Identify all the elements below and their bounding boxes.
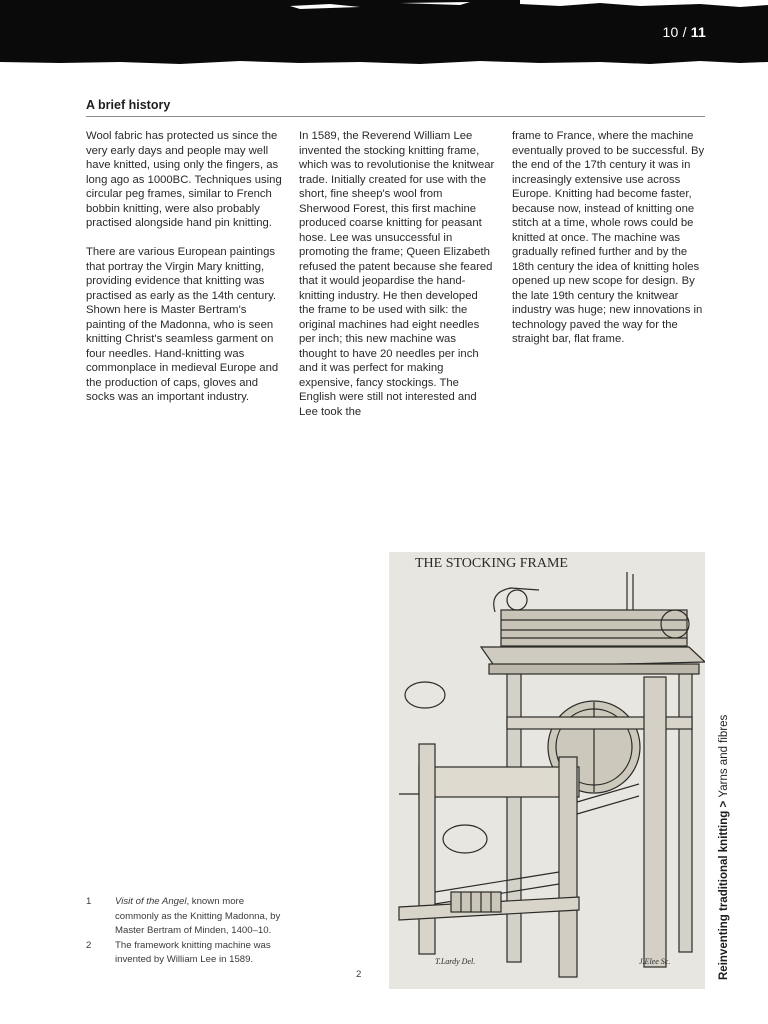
caption-1 (86, 895, 286, 939)
caption-text (115, 939, 286, 968)
section-label-regular: Yarns and fibres (718, 714, 730, 798)
paragraph: Wool fabric has protected us since the very early days and people may well have knitted, using only the fingers, as long ago as 1000BC. Techniques using circular peg frames, similar to French bobbin knitting, were also probably practised alongside hand pin knitting. (86, 130, 282, 229)
paragraph: There are various European paintings that portray the Virgin Mary knitting, providing evidence that knitting was practised as early as the 14th century. Shown here is Master Bertram's painting of the Madonna, who is seen knitting Christ's seamless garment on four needles. Hand-knitting was commonplace in medieval Europe and the production of caps, gloves and socks was an important industry. (86, 246, 279, 403)
page-number (663, 24, 706, 40)
caption-2 (86, 939, 286, 968)
caption-text (115, 895, 286, 939)
engraving-signature-right: J.Elee Sc. (639, 957, 671, 966)
engraving-illustration (389, 552, 705, 989)
paragraph: In 1589, the Reverend William Lee invented the stocking knitting frame, which was to revolutionise the knitwear trade. Initially created for use with the short, fine sheep's wool from Sherwood Forest, this first machine produced coarse knitting for peasant hose. Lee was unsuccessful in promoting the frame; Queen Elizabeth refused the patent because she feared that it would jeopardise the hand-knitting industry. He then developed the frame to be used with silk: the original machines had eight needles per inch; this new machine was thought to have 20 needles per inch and it was perfect for making expensive, fancy stockings. The English were still not interested and Lee took the (299, 130, 495, 418)
header-band (0, 0, 768, 70)
body-column-3 (512, 129, 708, 361)
body-column-1 (86, 129, 282, 419)
caption-number: 1 (86, 896, 92, 907)
caption-body: , known more commonly as the Knitting Madonna, by Master Bertram of Minden, 1400–10. (115, 896, 281, 936)
body-column-2 (299, 129, 495, 434)
figure-captions (86, 895, 286, 968)
paragraph: frame to France, where the machine eventually proved to be successful. By the end of the 17th century it was in increasingly extensive use across Europe. Knitting had become faster, because now, instead of knitting one stitch at a time, whole rows could be knitted at once. The machine was gradually refined further and by the 18th century the idea of knitting holes opened up new scope for design. By the late 19th century the knitwear industry was huge; new innovations in technology paved the way for the straight bar, flat frame. (512, 130, 705, 345)
engraving-signature-left: T.Lardy Del. (435, 957, 476, 966)
engraving-title: THE STOCKING FRAME (415, 556, 568, 571)
running-section-label (718, 715, 730, 980)
page-current: 10 (662, 24, 679, 40)
figure-number: 2 (356, 969, 362, 980)
section-title: A brief history (86, 98, 705, 117)
caption-number: 2 (86, 939, 92, 951)
section-label-bold: Reinventing traditional knitting > (718, 797, 730, 980)
stocking-frame-engraving (389, 552, 705, 989)
page-separator: / (678, 24, 691, 40)
caption-italic: Visit of the Angel (115, 896, 187, 907)
caption-body: The framework knitting machine was invented by William Lee in 1589. (115, 939, 271, 965)
page-total: 11 (690, 24, 706, 40)
